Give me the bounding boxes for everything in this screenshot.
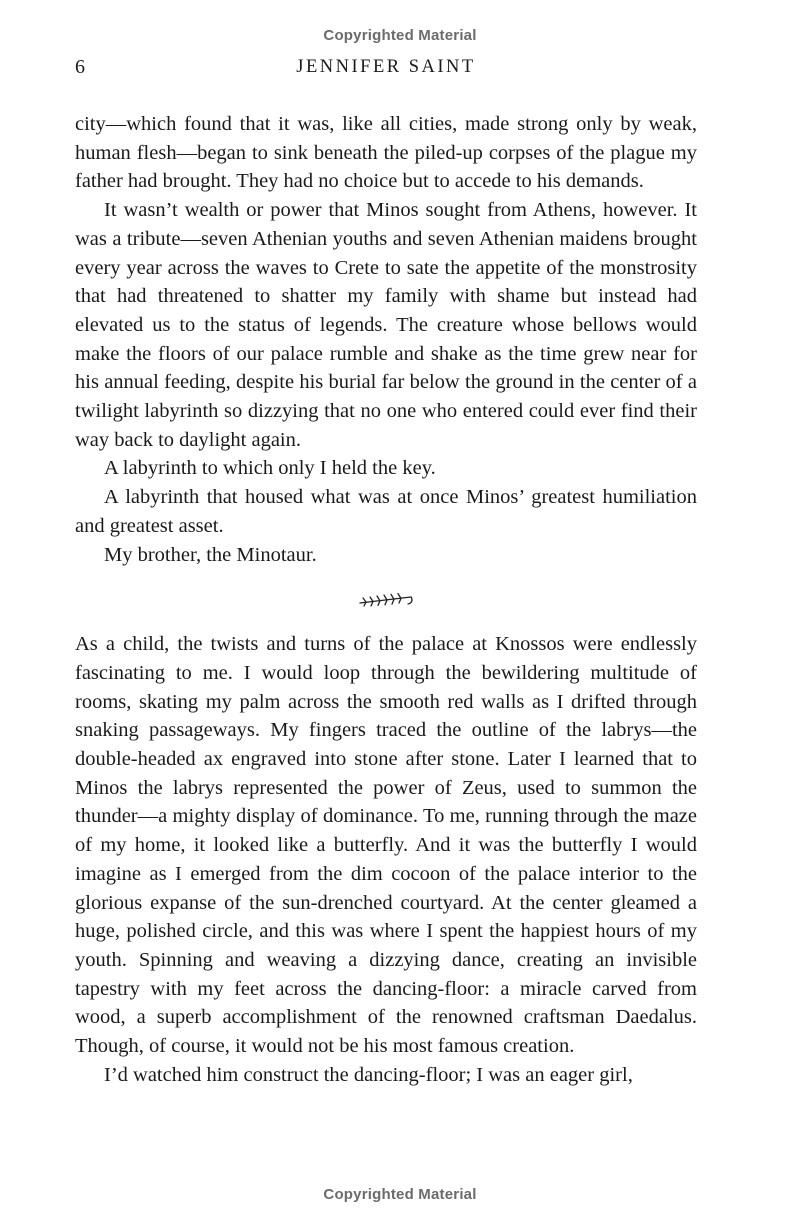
paragraph: I’d watched him construct the dancing-floor; I was an eager girl, — [104, 1063, 633, 1086]
copyright-watermark-bottom: Copyrighted Material — [323, 1186, 477, 1203]
page-number: 6 — [75, 56, 85, 78]
paragraph: city—which found that it was, like all cities, made strong only by weak, human flesh—began to sink beneath the piled-up corpses of the plague my father had brought. They had no choice but to accede to his demands. — [75, 113, 697, 193]
paragraph: As a child, the twists and turns of the palace at Knossos were endlessly fascinating to me. I would loop through the bewildering multitude of rooms, skating my palm across the smooth red walls as I drifted through snaking passageways. My fingers traced the outline of the labrys—the double-headed ax engraved into stone after stone. Later I learned that to Minos the labrys represented the power of Zeus, used to summon the thunder—a mighty display of dominance. To me, running through the maze of my home, it looked like a butterfly. And it was the butterfly I would imagine as I emerged from the dim cocoon of the palace interior to the glorious expanse of the sun-drenched courtyard. At the center gleamed a huge, polished circle, and this was where I spent the happiest hours of my youth. Spinning and weaving a dizzying dance, creating an invisible tapestry with my feet across the dancing-floor: a miracle carved from wood, a superb accomplishment of the renowned craftsman Daedalus. Though, of course, it would not be his most famous creation. — [75, 633, 697, 1058]
paragraph: It wasn’t wealth or power that Minos sought from Athens, however. It was a tribute—seven Athenian youths and seven Athenian maidens brought every year across the waves to Crete to sate the appetite of the monstrosity that had threatened to shatter my family with shame but instead had elevated us to the status of legends. The creature whose bellows would make the floors of our palace rumble and shake as the time grew near for his annual feeding, despite his burial far below the ground in the center of a twilight labyrinth so dizzying that no one who entered could ever find their way back to daylight again. — [75, 199, 697, 451]
copyright-watermark-top: Copyrighted Material — [323, 27, 477, 44]
paragraph: A labyrinth that housed what was at once Minos’ greatest humiliation and greatest asset. — [75, 486, 697, 537]
running-title: JENNIFER SAINT — [296, 57, 476, 77]
running-head — [75, 56, 697, 82]
body-text — [75, 110, 697, 1090]
laurel-sprig-icon — [356, 588, 416, 610]
paragraph: A labyrinth to which only I held the key. — [104, 457, 436, 480]
paragraph: My brother, the Minotaur. — [104, 543, 317, 566]
